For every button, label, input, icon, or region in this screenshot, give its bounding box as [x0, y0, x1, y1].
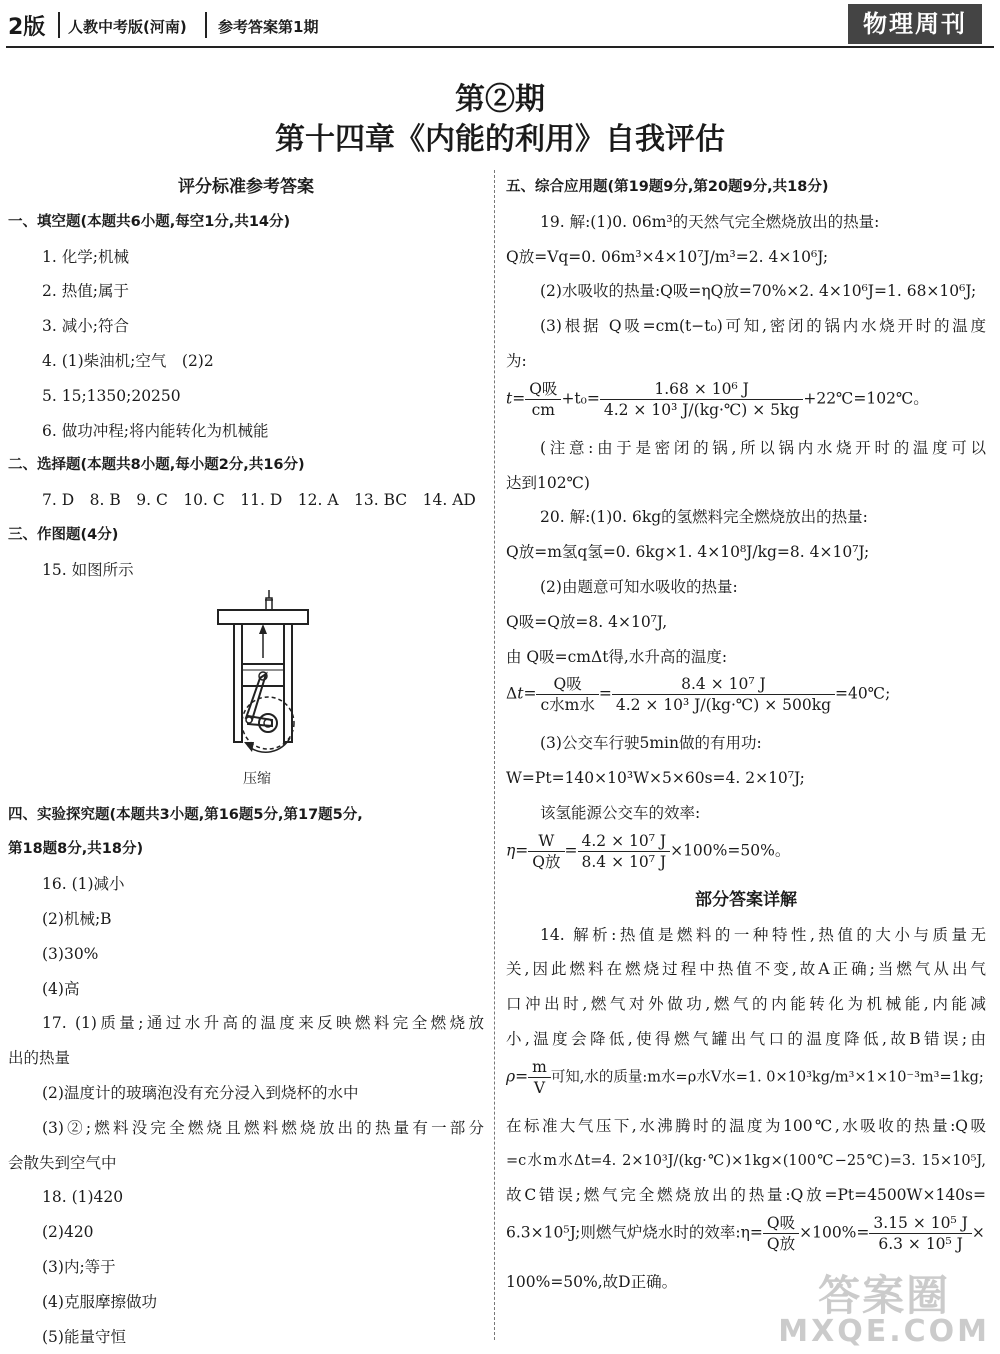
formula-part: +t₀=: [561, 389, 600, 408]
column-divider: [494, 170, 495, 1340]
fraction: [612, 674, 835, 715]
page-header: [0, 0, 1000, 52]
answer-17-2: (2)温度计的玻璃泡没有充分浸入到烧杯的水中: [42, 1083, 359, 1102]
q19-note: (注意:由于是密闭的锅,所以锅内水烧开时的温度可以: [540, 438, 986, 457]
answer-5: 5. 15;1350;20250: [42, 386, 181, 405]
fraction-denominator: Q放: [532, 852, 561, 871]
answer-15: 15. 如图所示: [42, 560, 134, 579]
fraction-denominator: 8.4 × 10⁷ J: [581, 852, 667, 871]
detail-line-9: [506, 1213, 986, 1265]
q19-part3: (3)根据 Q吸=cm(t−t₀)可知,密闭的锅内水烧开时的温度: [540, 317, 986, 336]
fraction: [528, 831, 564, 872]
fraction: [525, 379, 561, 420]
q20-intro: 20. 解:(1)0. 6kg的氢燃料完全燃烧放出的热量:: [540, 508, 868, 527]
issue-label: 参考答案第1期: [218, 18, 319, 36]
answer-17-3-cont: 会散失到空气中: [8, 1153, 117, 1172]
fraction-denominator: cm: [531, 400, 556, 419]
fraction-numerator: 3.15 × 10⁵ J: [869, 1213, 971, 1234]
detail-line-2: 关,因此燃料在燃烧过程中热值不变,故A正确;当燃气从出气: [506, 960, 986, 979]
detail-line-4: 小,温度会降低,使得燃气罐出气口的温度降低,故B错误;由: [506, 1029, 986, 1048]
equals: =: [598, 684, 612, 703]
fraction-numerator: Q吸: [536, 674, 598, 695]
answer-18-3: (3)内;等于: [42, 1257, 116, 1276]
fraction: [536, 674, 598, 715]
compression-stroke-diagram: [216, 588, 316, 768]
var-eta: η=: [506, 841, 529, 860]
publication-name: 人教中考版(河南): [68, 18, 187, 36]
answer-18-4: (4)克服摩擦做功: [42, 1292, 157, 1311]
answer-18-5: (5)能量守恒: [42, 1327, 126, 1346]
detail-line-5-text: 可知,水的质量:m水=ρ水V水=1. 0×10³kg/m³×1×10⁻³m³=1kg;: [550, 1069, 984, 1086]
answer-17-3: (3)②;燃料没完全燃烧且燃料燃烧放出的热量有一部分: [42, 1118, 484, 1137]
detail-heading: 部分答案详解: [695, 889, 797, 910]
q19-formula: [506, 379, 986, 431]
engine-diagram: [8, 588, 484, 798]
q19-part2: (2)水吸收的热量:Q吸=ηQ放=70%×2. 4×10⁶J=1. 68×10⁶J;: [540, 282, 977, 301]
detail-line-10: 100%=50%,故D正确。: [506, 1273, 678, 1292]
formula-result: +22℃=102℃。: [803, 389, 929, 408]
fraction-numerator: 1.68 × 10⁶ J: [600, 379, 803, 400]
answer-17-1-cont: 出的热量: [8, 1049, 71, 1068]
var-rho: ρ=: [506, 1067, 529, 1086]
site-watermark: [778, 1271, 990, 1349]
section-fill-blank: 一、填空题(本题共6小题,每空1分,共14分): [8, 213, 291, 230]
detail-line-8: 故C错误;燃气完全燃烧放出的热量:Q放=Pt=4500W×140s=: [506, 1186, 986, 1205]
issue-title: 第②期: [455, 82, 545, 117]
section-choice: 二、选择题(本题共8小题,每小题2分,共16分): [8, 457, 305, 474]
detail-line-9-text: 6.3×10⁵J;则燃气炉烧水时的效率:η=: [506, 1223, 763, 1242]
fraction-numerator: 8.4 × 10⁷ J: [612, 674, 835, 695]
left-column: [8, 170, 484, 1354]
detail-line-3: 口冲出时,燃气对外做功,燃气的内能转化为机械能,内能减: [506, 995, 986, 1014]
answer-16-4: (4)高: [42, 979, 80, 998]
q20-eq2: Q吸=Q放=8. 4×10⁷J,: [506, 612, 668, 631]
figure-label: 压缩: [243, 770, 271, 787]
equals: =: [564, 841, 578, 860]
watermark-logo: 答案圈: [818, 1271, 951, 1320]
watermark-url: MXQE.COM: [778, 1314, 990, 1349]
answer-18-2: (2)420: [42, 1223, 94, 1242]
fraction-denominator: 6.3 × 10⁵ J: [878, 1235, 963, 1254]
section-application: 五、综合应用题(第19题9分,第20题9分,共18分): [506, 179, 829, 195]
header-divider: [58, 12, 60, 38]
header-divider: [205, 12, 207, 38]
formula-part: ×100%=: [799, 1223, 870, 1242]
answer-1: 1. 化学;机械: [42, 247, 129, 266]
var-t: t=: [506, 389, 526, 408]
fraction-numerator: Q吸: [763, 1213, 799, 1234]
fraction-numerator: Q吸: [525, 379, 561, 400]
q19-note-cont: 达到102℃): [506, 473, 590, 492]
section-experiment-line1: 四、实验探究题(本题共3小题,第16题5分,第17题5分,: [8, 806, 363, 823]
detail-line-7: =c水m水Δt=4. 2×10³J/(kg·℃)×1kg×(100℃−25℃)=3. 15×10⁵J,: [506, 1152, 986, 1169]
q20-part4: (3)公交车行驶5min做的有用功:: [540, 734, 762, 753]
detail-line-5: [506, 1057, 986, 1109]
chapter-title: 第十四章《内能的利用》自我评估: [275, 122, 725, 157]
formula-result: ×100%=50%。: [670, 841, 791, 860]
fraction: [869, 1213, 971, 1254]
header-rule: [6, 46, 994, 48]
q20-part3: 由 Q吸=cmΔt得,水升高的温度:: [506, 647, 728, 666]
fraction-numerator: m: [528, 1057, 551, 1078]
q20-part2: (2)由题意可知水吸收的热量:: [540, 577, 738, 596]
formula-part: ×: [971, 1223, 985, 1242]
fraction-denominator: 4.2 × 10³ J/(kg·℃) × 5kg: [603, 400, 800, 419]
q19-part3-cont: 为:: [506, 351, 527, 370]
answer-4: 4. (1)柴油机;空气 (2)2: [42, 351, 214, 370]
section-experiment-line2: 第18题8分,共18分): [8, 841, 144, 858]
brand-badge: 物理周刊: [848, 4, 982, 44]
fraction-denominator: Q放: [766, 1235, 796, 1254]
q20-eq3: W=Pt=140×10³W×5×60s=4. 2×10⁷J;: [506, 769, 805, 788]
section-drawing: 三、作图题(4分): [8, 526, 119, 543]
q20-part5: 该氢能源公交车的效率:: [540, 803, 701, 822]
answers-heading: 评分标准参考答案: [178, 177, 314, 197]
formula-result: =40℃;: [835, 684, 891, 703]
answer-16-2: (2)机械;B: [42, 909, 112, 928]
answer-3: 3. 减小;符合: [42, 317, 129, 336]
answer-16-3: (3)30%: [42, 944, 99, 963]
q20-eq1: Q放=m氢q氢=0. 6kg×1. 4×10⁸J/kg=8. 4×10⁷J;: [506, 543, 870, 562]
answer-18-1: 18. (1)420: [42, 1188, 124, 1207]
fraction-denominator: V: [533, 1078, 546, 1097]
fraction: [578, 831, 671, 872]
choice-answers: 7. D 8. B 9. C 10. C 11. D 12. A 13. BC 14. AD: [42, 491, 476, 510]
answer-6: 6. 做功冲程;将内能转化为机械能: [42, 421, 269, 440]
fraction-denominator: 4.2 × 10³ J/(kg·℃) × 500kg: [615, 696, 832, 715]
var-delta-t: Δt=: [506, 684, 537, 703]
answer-17-1: 17. (1)质量;通过水升高的温度来反映燃料完全燃烧放: [42, 1014, 484, 1033]
detail-line-1: 14. 解析:热值是燃料的一种特性,热值的大小与质量无: [540, 925, 986, 944]
answer-2: 2. 热值;属于: [42, 282, 129, 301]
fraction: [528, 1057, 551, 1098]
fraction-denominator: c水m水: [540, 696, 595, 715]
fraction-numerator: 4.2 × 10⁷ J: [578, 831, 671, 852]
right-column: [506, 170, 986, 1300]
answer-16-1: 16. (1)减小: [42, 875, 125, 894]
edition-label: 2版: [8, 15, 46, 40]
q20-efficiency-formula: [506, 831, 986, 883]
q19-eq1: Q放=Vq=0. 06m³×4×10⁷J/m³=2. 4×10⁶J;: [506, 247, 829, 266]
detail-line-6: 在标准大气压下,水沸腾时的温度为100℃,水吸收的热量:Q吸: [506, 1116, 986, 1135]
q20-formula: [506, 674, 986, 726]
q19-intro: 19. 解:(1)0. 06m³的天然气完全燃烧放出的热量:: [540, 212, 880, 231]
fraction: [763, 1213, 799, 1254]
fraction-numerator: W: [528, 831, 564, 852]
fraction: [600, 379, 803, 420]
